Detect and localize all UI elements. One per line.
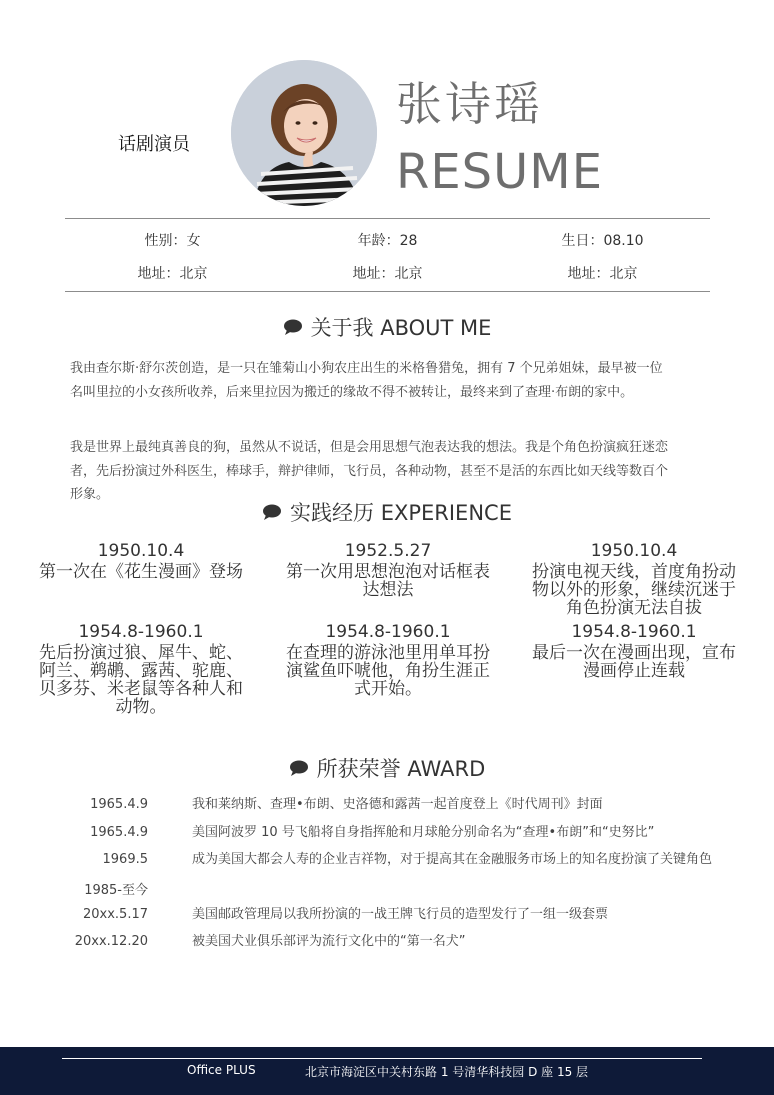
portrait-image [231,60,377,206]
award-date: 20xx.5.17 [82,907,148,922]
award-date: 1985-至今 [84,883,148,898]
award-text: 美国阿波罗 10 号飞船将自身指挥舱和月球舱分别命名为“查理•布朗”和“史努比” [192,825,655,840]
experience-heading [0,497,774,527]
address: 地址：北京 [567,266,638,282]
about-title: 关于我 ABOUT ME [310,316,492,340]
info-row-1 [65,230,710,250]
experience-text: 最后一次在漫画出现，宣布漫画停止连载 [532,643,736,681]
job-title: 话剧演员 [118,134,190,155]
footer-brand: Office PLUS [187,1063,256,1077]
experience-item [283,541,493,599]
avatar [231,60,377,206]
award-date: 20xx.12.20 [74,934,148,949]
person-name: 张诗瑶 [396,77,543,131]
about-paragraph-1: 我由查尔斯·舒尔茨创造，是一只在雏菊山小狗农庄出生的米格鲁猎兔，拥有 7 个兄弟姐妹，最早被一位名叫里拉的小女孩所收养，后来里拉因为搬迁的缘故不得不被转让，最终来到了查理·布朗的家中。 [70,361,663,400]
info-row-2 [65,263,710,283]
gender: 性别：女 [144,233,201,249]
award-text: 美国邮政管理局以我所扮演的一战王牌飞行员的造型发行了一组一级套票 [192,907,609,922]
experience-date: 1954.8-1960.1 [325,622,451,642]
award-date: 1965.4.9 [90,797,148,812]
experience-date: 1950.10.4 [97,541,185,561]
about-paragraph-2: 我是世界上最纯真善良的狗，虽然从不说话，但是会用思想气泡表达我的想法。我是个角色扮演疯狂迷恋者，先后扮演过外科医生，棒球手，辩护律师，飞行员，各种动物，甚至不是活的东西比如天线等数百个形象。 [70,440,669,502]
award-heading [0,753,774,783]
age: 年龄：28 [357,233,418,249]
resume-heading: RESUME [396,144,604,200]
divider [65,291,710,292]
footer [0,1047,774,1095]
footer-address: 北京市海淀区中关村东路 1 号清华科技园 D 座 15 层 [305,1065,589,1079]
experience-item [36,622,246,716]
award-title: 所获荣誉 AWARD [316,757,486,781]
experience-date: 1954.8-1960.1 [571,622,697,642]
award-date: 1965.4.9 [90,825,148,840]
award-text: 我和莱纳斯、查理•布朗、史洛德和露茜一起首度登上《时代周刊》封面 [192,797,603,812]
experience-text: 扮演电视天线，首度角扮动物以外的形象，继续沉迷于角色扮演无法自拔 [532,562,736,618]
experience-item [529,622,739,680]
footer-divider [62,1058,702,1059]
experience-title: 实践经历 EXPERIENCE [290,501,512,525]
about-heading [0,312,774,342]
experience-date: 1954.8-1960.1 [78,622,204,642]
award-date: 1969.5 [102,852,148,867]
experience-text: 第一次在《花生漫画》登场 [39,562,243,582]
experience-item [283,622,493,698]
address: 地址：北京 [352,266,423,282]
experience-date: 1952.5.27 [344,541,432,561]
experience-item [529,541,739,617]
birthday: 生日：08.10 [561,233,644,249]
experience-text: 先后扮演过狼、犀牛、蛇、阿兰、鹈鹕、露茜、驼鹿、贝多芬、米老鼠等各种人和动物。 [39,643,243,717]
experience-item [36,541,246,581]
experience-text: 在查理的游泳池里用单耳扮演鲨鱼吓唬他，角扮生涯正式开始。 [286,643,490,699]
chat-bubble-icon [289,760,309,776]
award-text: 成为美国大都会人寿的企业吉祥物，对于提高其在金融服务市场上的知名度扮演了关键角色 [192,852,713,867]
chat-bubble-icon [262,504,282,520]
award-text: 被美国犬业俱乐部评为流行文化中的“第一名犬” [192,934,466,949]
address: 地址：北京 [137,266,208,282]
experience-date: 1950.10.4 [590,541,678,561]
chat-bubble-icon [283,319,303,335]
experience-text: 第一次用思想泡泡对话框表达想法 [286,562,490,600]
divider [65,218,710,219]
